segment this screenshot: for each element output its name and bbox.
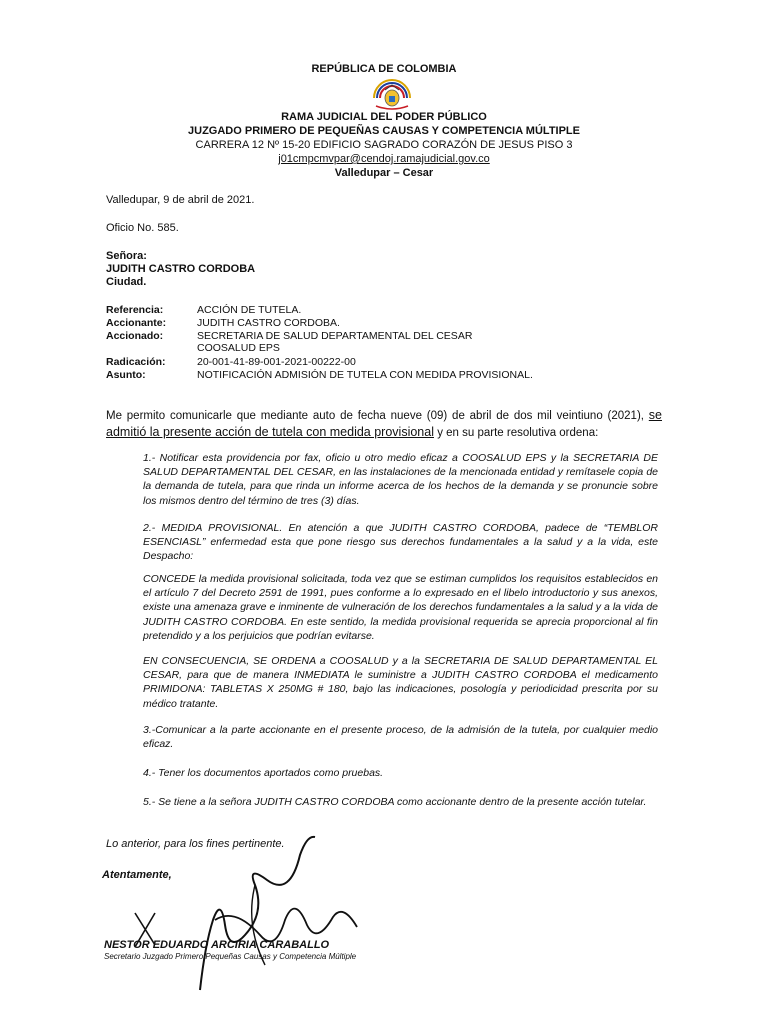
ref-value: ACCIÓN DE TUTELA. xyxy=(197,304,302,316)
closing-line: Lo anterior, para los fines pertinente. xyxy=(106,838,285,850)
resolution-paragraph: 4.- Tener los documentos aportados como pruebas. xyxy=(143,767,384,779)
intro-text: y en su parte resolutiva ordena: xyxy=(437,427,599,439)
header-address: CARRERA 12 Nº 15-20 EDIFICIO SAGRADO CORAZÓN DE JESUS PISO 3 xyxy=(195,139,573,151)
signer-name: NESTOR EDUARDO ARCIRIA CARABALLO xyxy=(104,939,330,951)
resolution-paragraph: 1.- Notificar esta providencia por fax, oficio u otro medio eficaz a COOSALUD EPS y la SECRETARIA DE SALUD DEPARTAMENTAL DEL CESAR, en las instalaciones de la mencionada entidad y remítasele copia de la demanda de tutela, para que rinda un informe acerca de los hechos de la demanda y se pronuncie sobre los mismos dentro del término de tres (3) días. xyxy=(143,452,658,507)
recipient-name: JUDITH CASTRO CORDOBA xyxy=(106,263,256,275)
intro-paragraph xyxy=(106,407,662,441)
header-email-link[interactable]: j01cmpcmvpar@cendoj.ramajudicial.gov.co xyxy=(278,153,490,165)
date-line: Valledupar, 9 de abril de 2021. xyxy=(106,194,255,206)
signer-title: Secretario Juzgado Primero Pequeñas Causas y Competencia Múltiple xyxy=(104,952,357,961)
header-branch: RAMA JUDICIAL DEL PODER PÚBLICO xyxy=(281,111,487,123)
resolution-paragraph: EN CONSECUENCIA, SE ORDENA a COOSALUD y a la SECRETARIA DE SALUD DEPARTAMENTAL EL CESAR, para que de manera INMEDIATA le suministre a JUDITH CASTRO CORDOBA el medicamento PRIMIDONA: TABLETAS X 250MG # 180, bajo las indicaciones, posología y periodicidad prescrita por su médico tratante. xyxy=(143,655,658,710)
header-country: REPÚBLICA DE COLOMBIA xyxy=(311,63,457,75)
farewell-line: Atentamente, xyxy=(102,869,172,881)
ref-label: Accionado: xyxy=(106,330,164,342)
ref-label: Radicación: xyxy=(106,356,166,368)
intro-highlight: se admitió la presente acción de tutela con medida provisional xyxy=(106,408,662,439)
ref-value: NOTIFICACIÓN ADMISIÓN DE TUTELA CON MEDIDA PROVISIONAL. xyxy=(197,369,533,381)
ref-value: SECRETARIA DE SALUD DEPARTAMENTAL DEL CESAR xyxy=(197,330,473,342)
resolution-paragraph: 3.-Comunicar a la parte accionante en el presente proceso, de la admisión de la tutela, por cualquier medio eficaz. xyxy=(143,724,658,751)
header-city: Valledupar – Cesar xyxy=(334,167,434,179)
header-court: JUZGADO PRIMERO DE PEQUEÑAS CAUSAS Y COMPETENCIA MÚLTIPLE xyxy=(188,125,580,137)
ref-value: COOSALUD EPS xyxy=(197,342,280,354)
ref-label: Referencia: xyxy=(106,304,164,316)
handwritten-signature xyxy=(95,825,425,995)
intro-text: Me permito comunicarle que mediante auto de fecha nueve (09) de abril de dos mil veintiuno (2021), xyxy=(106,410,644,422)
resolution-paragraph: 2.- MEDIDA PROVISIONAL. En atención a que JUDITH CASTRO CORDOBA, padece de “TEMBLOR ESENCIASL” enfermedad esta que pone riesgo sus derechos fundamentales a la salud y a la vida, este Despacho: xyxy=(143,522,658,563)
office-number: Oficio No. 585. xyxy=(106,222,179,234)
ref-value: 20-001-41-89-001-2021-00222-00 xyxy=(197,356,356,368)
recipient-city: Ciudad. xyxy=(106,276,147,288)
recipient-salutation: Señora: xyxy=(106,250,147,262)
ref-label: Accionante: xyxy=(106,317,167,329)
resolution-paragraph: CONCEDE la medida provisional solicitada, toda vez que se estiman cumplidos los requisitos establecidos en el artículo 7 del Decreto 2591 de 1991, pues conforme a lo expresado en el libelo introductorio y sus anexos, existe una amenaza grave e inminente de vulneración de los derechos fundamentales a la salud y a la vida de JUDITH CASTRO CORDOBA. En este sentido, la medida provisional requerida se aprecia proporcional al fin pretendido y a los perjuicios que podrían evitarse. xyxy=(143,573,658,642)
ref-value: JUDITH CASTRO CORDOBA. xyxy=(197,317,340,329)
ref-label: Asunto: xyxy=(106,369,146,381)
court-seal-logo xyxy=(370,76,414,112)
resolution-paragraph: 5.- Se tiene a la señora JUDITH CASTRO CORDOBA como accionante dentro de la presente acción tutelar. xyxy=(143,796,647,808)
